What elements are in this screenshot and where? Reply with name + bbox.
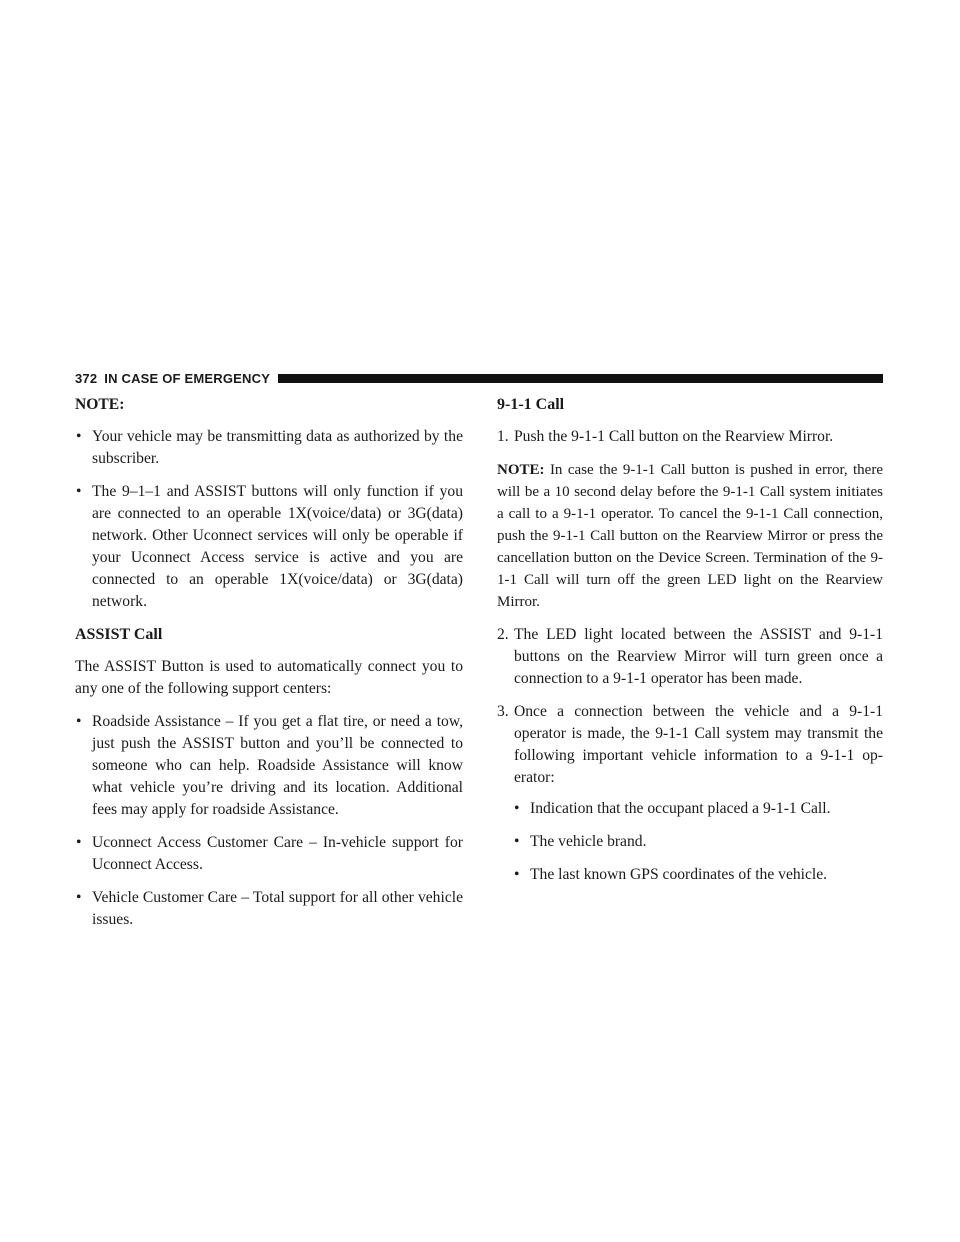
list-item: • Your vehicle may be transmitting data as authorized by the subscriber.	[76, 428, 463, 467]
page-number: 372	[75, 370, 98, 386]
page-header	[75, 370, 883, 386]
step-1: 1. Push the 9-1-1 Call button on the Rearview Mirror.	[497, 428, 834, 445]
section-title: IN CASE OF EMERGENCY	[104, 370, 271, 386]
list-item: • The vehicle brand.	[514, 831, 883, 853]
bullet-icon: •	[514, 800, 520, 817]
bullet-icon: •	[76, 713, 82, 730]
left-column	[75, 394, 463, 942]
bullet-icon: •	[76, 889, 82, 906]
list-item: • Uconnect Access Customer Care – In-vehicle support for Uconnect Access.	[76, 834, 463, 873]
assist-intro: The ASSIST Button is used to automatically connect you to any one of the following support centers:	[75, 658, 463, 697]
list-item: • Roadside Assistance – If you get a flat tire, or need a tow, just push the ASSIST button and you’ll be connected to someone who can help. Roadside Assistance will know what vehicle you’re driving and its location. Additional fees may apply for roadside Assistance.	[76, 713, 463, 818]
bullet-icon: •	[76, 428, 82, 445]
911-steps	[497, 426, 883, 448]
bullet-icon: •	[76, 834, 82, 851]
list-item: • Vehicle Customer Care – Total support for all other vehicle issues.	[76, 889, 463, 928]
911-call-heading: 9-1-1 Call	[497, 396, 565, 413]
header-rule	[278, 374, 883, 383]
911-note: NOTE: In case the 9-1-1 Call button is pushed in error, there will be a 10 second delay before the 9-1-1 Call system initiates a call to a 9-1-1 operator. To cancel the 9-1-1 Call connection, push the 9-1-1 Call button on the Rearview Mirror or press the cancellation button on the Device Screen. Termination of the 9-1-1 Call will turn off the green LED light on the Rearview Mirror.	[497, 462, 883, 610]
bullet-icon: •	[514, 833, 520, 850]
step-2: 2. The LED light located between the ASSIST and 9-1-1 buttons on the Rearview Mirror will turn green once a connection to a 9-1-1 operator has been made.	[497, 626, 883, 687]
list-item: • The 9–1–1 and ASSIST buttons will only function if you are connected to an operable 1X(voice/data) or 3G(data) network. Other Uconnect services will only be operable if your Uconnect Access service is active and you are connected to an operable 1X(voice/data) or 3G(data) network.	[76, 483, 463, 610]
step-3: 3. Once a connection between the vehicle and a 9-1-1 operator is made, the 9-1-1 Call system may transmit the following important vehicle information to a 9-1-1 op-erator: • Indication that the occupant placed a 9-1-1 Call. • The vehicle brand. • The last known GPS coordinates of the vehicle.	[497, 701, 883, 886]
note-bullet-list	[75, 426, 463, 613]
list-item: • Indication that the occupant placed a 9-1-1 Call.	[514, 798, 883, 820]
911-steps-continued	[497, 624, 883, 886]
note-label: NOTE:	[75, 396, 125, 413]
assist-call-heading: ASSIST Call	[75, 626, 163, 643]
bullet-icon: •	[76, 483, 82, 500]
list-item: • The last known GPS coordinates of the vehicle.	[514, 864, 883, 886]
bullet-icon: •	[514, 866, 520, 883]
assist-bullet-list	[75, 711, 463, 931]
note-label: NOTE:	[497, 462, 545, 478]
right-column	[497, 394, 883, 897]
transmitted-info-list	[514, 798, 883, 886]
